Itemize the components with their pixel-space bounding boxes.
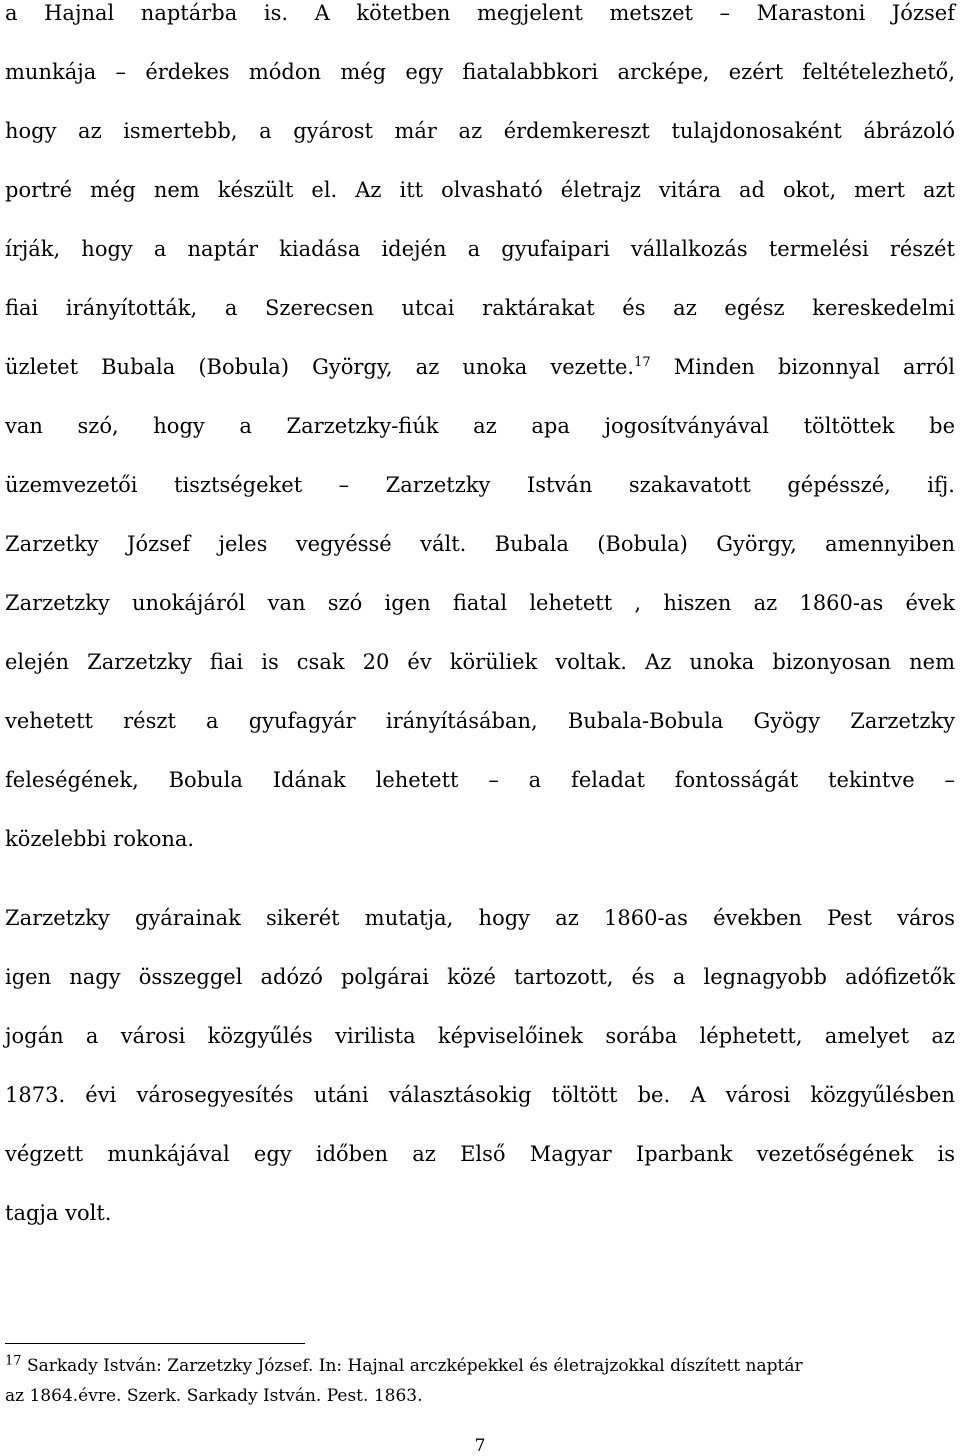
text-line: hogy az ismertebb, a gyárost már az érdemkereszt tulajdonosaként ábrázoló xyxy=(5,119,955,143)
document-page xyxy=(5,0,955,1456)
text-line: a Hajnal naptárba is. A kötetben megjelent metszet – Marastoni József xyxy=(5,1,955,25)
text-line: Zarzetzky gyárainak sikerét mutatja, hogy az 1860-as években Pest város xyxy=(5,906,955,930)
footnote-reference[interactable]: 17 xyxy=(634,355,651,370)
text-line: munkája – érdekes módon még egy fiatalabbkori arcképe, ezért feltételezhető, xyxy=(5,60,955,84)
footnote-line: az 1864.évre. Szerk. Sarkady István. Pest. 1863. xyxy=(5,1386,423,1406)
text-line: írják, hogy a naptár kiadása idején a gyufaipari vállalkozás termelési részét xyxy=(5,237,955,261)
text-line: feleségének, Bobula Idának lehetett – a feladat fontosságát tekintve – xyxy=(5,768,955,792)
text-line: tagja volt. xyxy=(5,1201,112,1225)
text-line: elején Zarzetzky fiai is csak 20 év körüliek voltak. Az unoka bizonyosan nem xyxy=(5,650,955,674)
text-line: Zarzetzky unokájáról van szó igen fiatal lehetett , hiszen az 1860-as évek xyxy=(5,591,955,615)
text-line: üzemvezetői tisztségeket – Zarzetzky István szakavatott gépésszé, ifj. xyxy=(5,473,955,497)
text-line: végzett munkájával egy időben az Első Magyar Iparbank vezetőségének is xyxy=(5,1142,955,1166)
footnote-line xyxy=(5,1355,955,1377)
text-line: van szó, hogy a Zarzetzky-fiúk az apa jogosítványával töltöttek be xyxy=(5,414,955,438)
text-line: közelebbi rokona. xyxy=(5,827,195,851)
text-line: fiai irányították, a Szerecsen utcai raktárakat és az egész kereskedelmi xyxy=(5,296,955,320)
text-span: Minden bizonnyal arról xyxy=(650,355,955,379)
text-line xyxy=(5,354,955,380)
text-line: portré még nem készült el. Az itt olvasható életrajz vitára ad okot, mert azt xyxy=(5,178,955,202)
footnote-text: Sarkady István: Zarzetzky József. In: Hajnal arczképekkel és életrajzokkal díszített naptár xyxy=(21,1356,803,1376)
footnote-number: 17 xyxy=(5,1353,22,1369)
text-span: üzletet Bubala (Bobula) György, az unoka vezette. xyxy=(5,355,635,379)
page-number: 7 xyxy=(474,1436,486,1456)
text-line: Zarzetky József jeles vegyéssé vált. Bubala (Bobula) György, amennyiben xyxy=(5,532,955,556)
text-line: 1873. évi városegyesítés utáni választásokig töltött be. A városi közgyűlésben xyxy=(5,1083,955,1107)
text-line: vehetett részt a gyufagyár irányításában, Bubala-Bobula Gyögy Zarzetzky xyxy=(5,709,955,733)
footnote-separator xyxy=(5,1343,305,1344)
text-line: jogán a városi közgyűlés virilista képviselőinek sorába léphetett, amelyet az xyxy=(5,1024,955,1048)
text-line: igen nagy összeggel adózó polgárai közé tartozott, és a legnagyobb adófizetők xyxy=(5,965,955,989)
